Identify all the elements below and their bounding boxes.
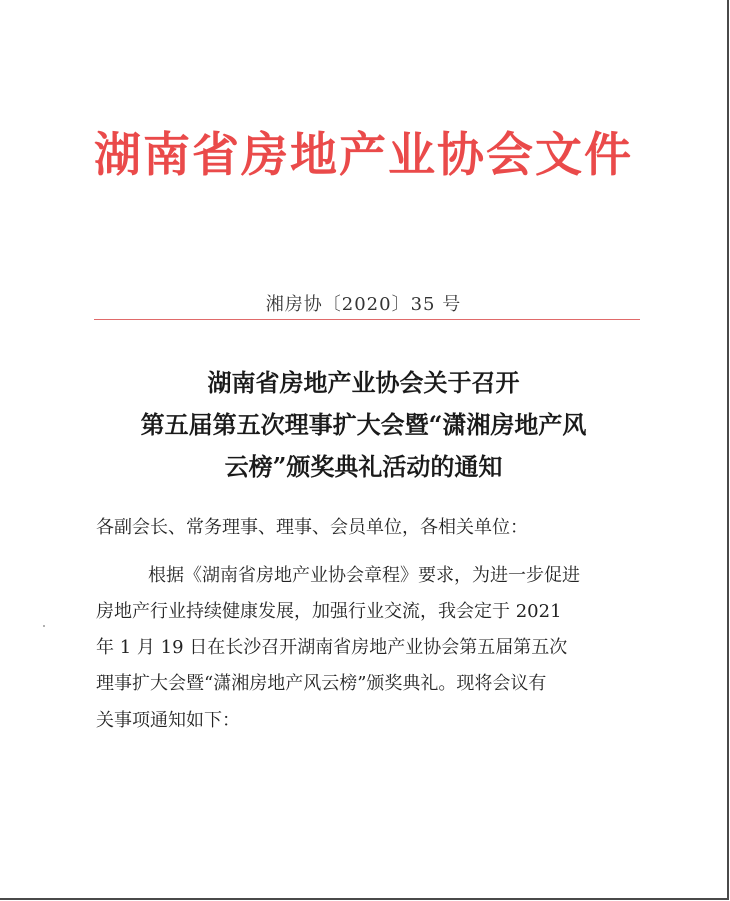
scan-speck bbox=[43, 625, 45, 627]
document-number: 湘房协〔2020〕35 号 bbox=[265, 294, 462, 315]
body-line: 年 1 月 19 日在长沙召开湖南省房地产业协会第五届第五次 bbox=[96, 637, 568, 658]
body-line: 关事项通知如下： bbox=[96, 710, 240, 731]
salutation: 各副会长、常务理事、理事、会员单位，各相关单位： bbox=[96, 517, 528, 538]
red-divider-line bbox=[94, 319, 640, 320]
notice-title-line: 第五届第五次理事扩大会暨“潇湘房地产风 bbox=[140, 410, 587, 439]
org-file-title: 湖南省房地产业协会文件 bbox=[94, 128, 633, 183]
body-line: 根据《湖南省房地产业协会章程》要求，为进一步促进 bbox=[148, 565, 580, 586]
body-line: 理事扩大会暨“潇湘房地产风云榜”颁奖典礼。现将会议有 bbox=[96, 673, 547, 694]
notice-title-line: 湖南省房地产业协会关于召开 bbox=[207, 368, 520, 397]
body-line: 房地产行业持续健康发展，加强行业交流，我会定于 2021 bbox=[96, 601, 562, 622]
notice-title-line: 云榜”颁奖典礼活动的通知 bbox=[224, 452, 503, 481]
notice-title bbox=[0, 362, 727, 488]
